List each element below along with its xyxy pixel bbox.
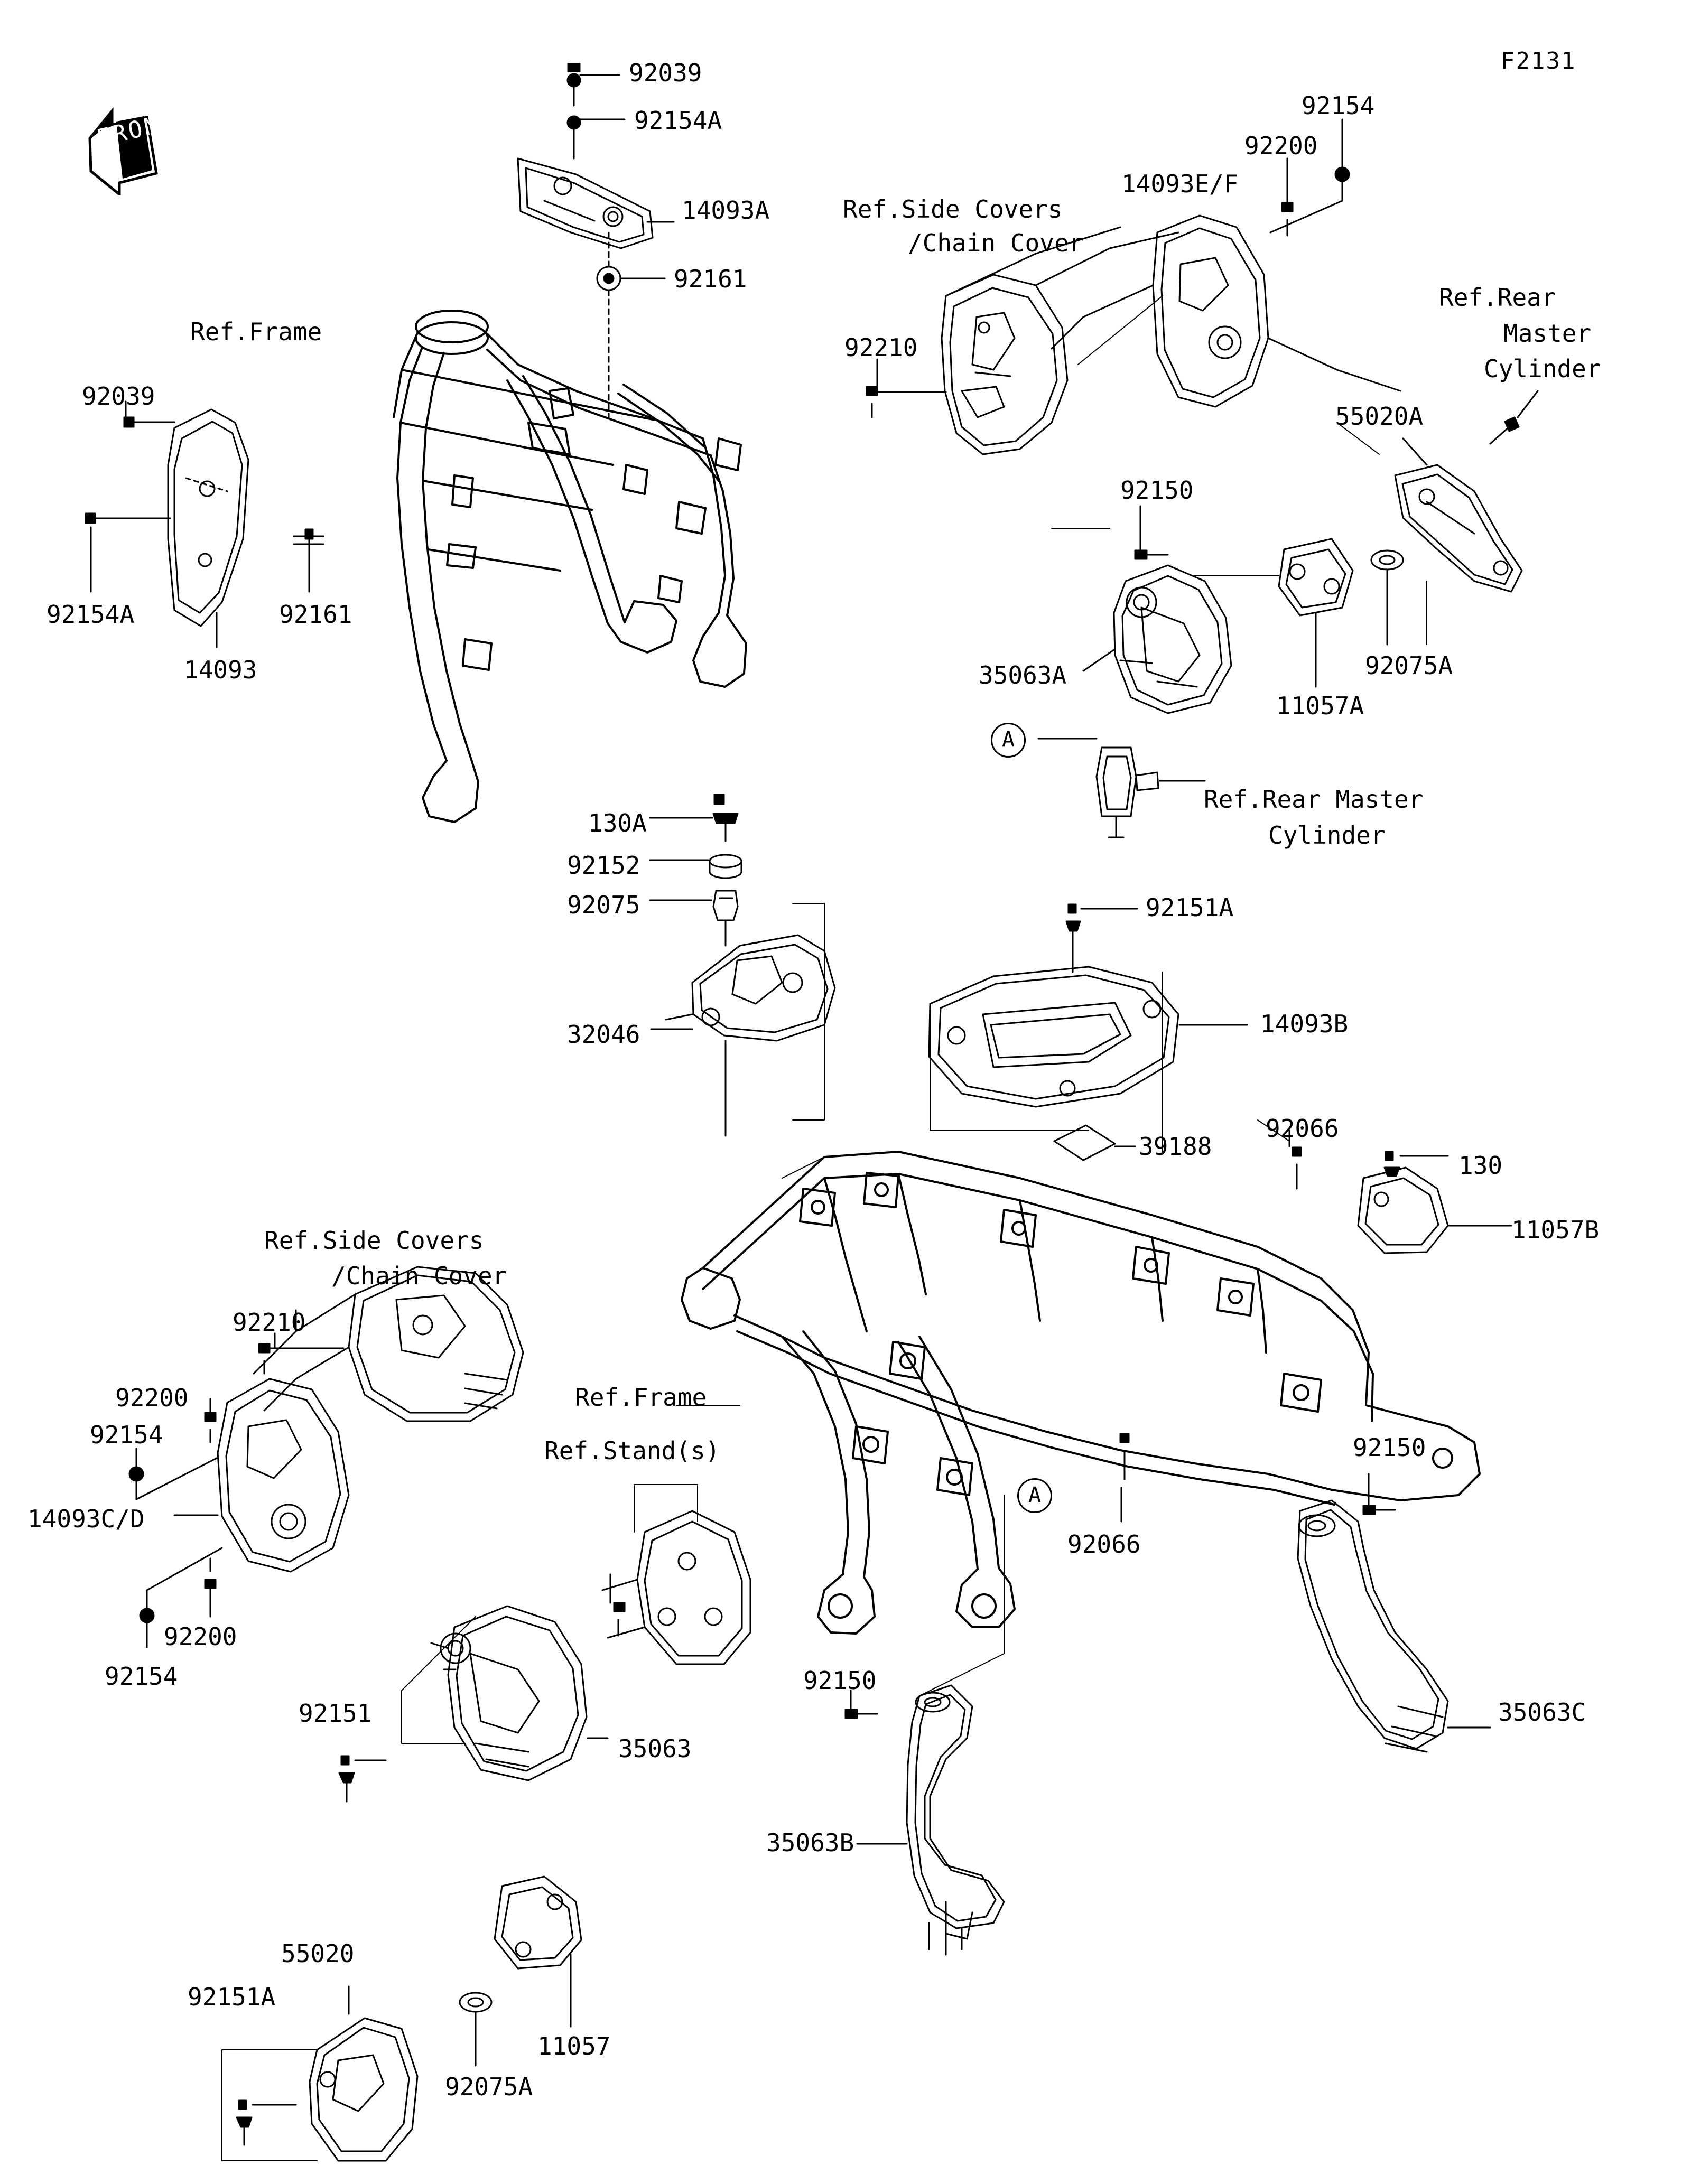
callout-ref-cylinder-2[interactable]: Cylinder	[1268, 821, 1386, 850]
callout-11057B[interactable]: 11057B	[1511, 1216, 1600, 1244]
callout-11057A[interactable]: 11057A	[1276, 692, 1364, 720]
callout-92151A-upper[interactable]: 92151A	[1146, 893, 1234, 922]
callout-35063B[interactable]: 35063B	[766, 1828, 854, 1857]
callout-55020[interactable]: 55020	[281, 1939, 355, 1968]
callout-130A[interactable]: 130A	[588, 809, 647, 837]
front-label: FRONT	[94, 107, 179, 152]
callout-130[interactable]: 130	[1458, 1151, 1503, 1180]
callout-ref-rear-master-2[interactable]: Ref.Rear Master	[1204, 785, 1424, 814]
callout-92200-lowerA[interactable]: 92200	[115, 1384, 189, 1412]
callout-92151[interactable]: 92151	[299, 1699, 372, 1728]
callout-92210-lower[interactable]: 92210	[233, 1308, 306, 1337]
callout-14093A[interactable]: 14093A	[682, 196, 770, 225]
callout-35063C[interactable]: 35063C	[1498, 1698, 1586, 1726]
callout-ref-chain-cover-upper[interactable]: /Chain Cover	[908, 229, 1084, 257]
callout-ref-side-covers-upper[interactable]: Ref.Side Covers	[843, 195, 1063, 223]
callout-92075A-upper[interactable]: 92075A	[1365, 651, 1453, 680]
callout-35063[interactable]: 35063	[618, 1734, 692, 1763]
callout-ref-side-covers-lower[interactable]: Ref.Side Covers	[264, 1226, 484, 1255]
callout-92154A-top[interactable]: 92154A	[634, 106, 722, 135]
callout-92150-right[interactable]: 92150	[1353, 1433, 1426, 1462]
callout-92154-upper[interactable]: 92154	[1302, 91, 1375, 120]
callout-14093CD[interactable]: 14093C/D	[27, 1505, 145, 1533]
callout-ref-frame-upper[interactable]: Ref.Frame	[190, 318, 322, 346]
callout-32046[interactable]: 32046	[567, 1020, 640, 1049]
callout-92154A-left[interactable]: 92154A	[47, 600, 135, 629]
callout-ref-frame-lower[interactable]: Ref.Frame	[575, 1383, 707, 1412]
callout-92200-upper[interactable]: 92200	[1244, 132, 1318, 160]
callout-92075A-lower[interactable]: 92075A	[445, 2073, 533, 2101]
callout-92150-center[interactable]: 92150	[803, 1666, 877, 1695]
callout-92154-lowerB[interactable]: 92154	[105, 1662, 178, 1691]
callout-92039-left[interactable]: 92039	[82, 382, 155, 410]
callout-92152[interactable]: 92152	[567, 851, 640, 880]
callout-92150-upper[interactable]: 92150	[1120, 476, 1194, 505]
callout-14093EF[interactable]: 14093E/F	[1121, 170, 1239, 198]
callout-14093[interactable]: 14093	[184, 656, 257, 684]
callout-ref-cylinder-1[interactable]: Cylinder	[1484, 354, 1601, 383]
callout-92075[interactable]: 92075	[567, 891, 640, 919]
callout-92066-lower[interactable]: 92066	[1067, 1530, 1141, 1558]
callout-55020A[interactable]: 55020A	[1335, 402, 1424, 431]
section-marker-a-upper: A	[991, 723, 1026, 758]
callout-39188[interactable]: 39188	[1139, 1132, 1212, 1161]
callout-ref-master-1[interactable]: Master	[1503, 319, 1592, 348]
callout-ref-rear-1[interactable]: Ref.Rear	[1439, 283, 1556, 312]
callout-35063A[interactable]: 35063A	[979, 661, 1067, 689]
callout-92210-upper[interactable]: 92210	[844, 333, 918, 362]
sheet-code: F2131	[1501, 48, 1576, 74]
callout-92200-lowerB[interactable]: 92200	[164, 1622, 237, 1651]
callout-92039-top[interactable]: 92039	[629, 59, 702, 87]
section-marker-a-lower: A	[1017, 1478, 1052, 1513]
callout-92066-upper[interactable]: 92066	[1266, 1114, 1339, 1143]
callout-92161-left[interactable]: 92161	[279, 600, 352, 629]
callout-92154-lowerA[interactable]: 92154	[90, 1421, 163, 1449]
callout-11057[interactable]: 11057	[537, 2032, 611, 2060]
callout-ref-chain-cover-lower[interactable]: /Chain Cover	[331, 1262, 507, 1290]
callout-92161-top[interactable]: 92161	[674, 265, 747, 293]
callout-14093B[interactable]: 14093B	[1260, 1010, 1349, 1038]
callout-92151A-lower[interactable]: 92151A	[188, 1983, 276, 2011]
callout-ref-stands[interactable]: Ref.Stand(s)	[544, 1436, 720, 1465]
